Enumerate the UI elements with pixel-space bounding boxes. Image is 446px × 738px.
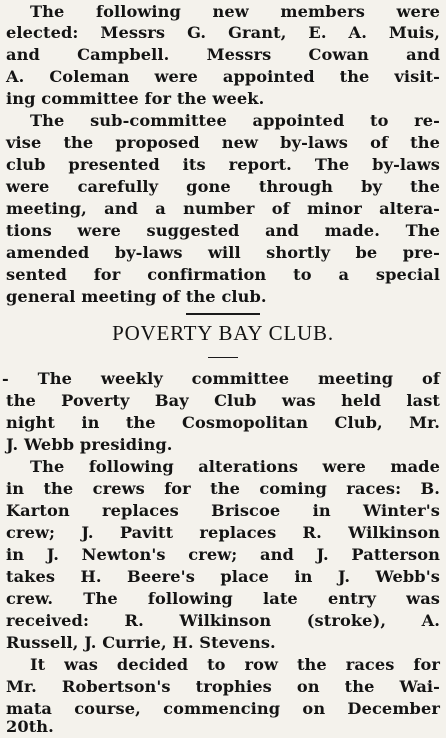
- text-line: - The weekly committee meeting of: [2, 369, 440, 388]
- text-line: vise the proposed new by-laws of the: [6, 133, 440, 152]
- text-line: Russell, J. Currie, H. Stevens.: [6, 633, 276, 652]
- text-line: crew. The following late entry was: [6, 589, 440, 608]
- text-line: meeting, and a number of minor altera-: [6, 199, 440, 218]
- text-line: Karton replaces Briscoe in Winter's: [6, 501, 440, 520]
- text-line: 20th.: [6, 717, 54, 736]
- text-line: in J. Newton's crew; and J. Patterson: [6, 545, 440, 564]
- text-line: and Campbell. Messrs Cowan and: [6, 45, 440, 64]
- text-line: A. Coleman were appointed the visit-: [6, 67, 440, 86]
- text-line: were carefully gone through by the: [6, 177, 440, 196]
- text-line: elected: Messrs G. Grant, E. A. Muis,: [6, 23, 440, 42]
- text-line: takes H. Beere's place in J. Webb's: [6, 567, 440, 586]
- text-line: J. Webb presiding.: [6, 435, 173, 454]
- text-line: club presented its report. The by-laws: [6, 155, 440, 174]
- text-line: Mr. Robertson's trophies on the Wai-: [6, 677, 440, 696]
- text-line: crew; J. Pavitt replaces R. Wilkinson: [6, 523, 440, 542]
- section-heading: POVERTY BAY CLUB.: [112, 321, 334, 345]
- text-line: received: R. Wilkinson (stroke), A.: [6, 611, 440, 630]
- heading-rule-top: [186, 313, 260, 315]
- text-line: The following new members were: [30, 2, 440, 21]
- text-line: tions were suggested and made. The: [6, 221, 440, 240]
- text-line: ing committee for the week.: [6, 89, 265, 108]
- text-line: the Poverty Bay Club was held last: [6, 391, 440, 410]
- text-line: night in the Cosmopolitan Club, Mr.: [6, 413, 440, 432]
- text-line: The following alterations were made: [30, 457, 440, 476]
- text-line: The sub-committee appointed to re-: [30, 111, 440, 130]
- text-line: It was decided to row the races for: [30, 655, 440, 674]
- text-line: in the crews for the coming races: B.: [6, 479, 440, 498]
- text-line: mata course, commencing on December: [6, 699, 440, 718]
- text-line: amended by-laws will shortly be pre-: [6, 243, 440, 262]
- heading-rule-bottom: [208, 357, 238, 358]
- text-line: general meeting of the club.: [6, 287, 267, 306]
- text-line: sented for confirmation to a special: [6, 265, 440, 284]
